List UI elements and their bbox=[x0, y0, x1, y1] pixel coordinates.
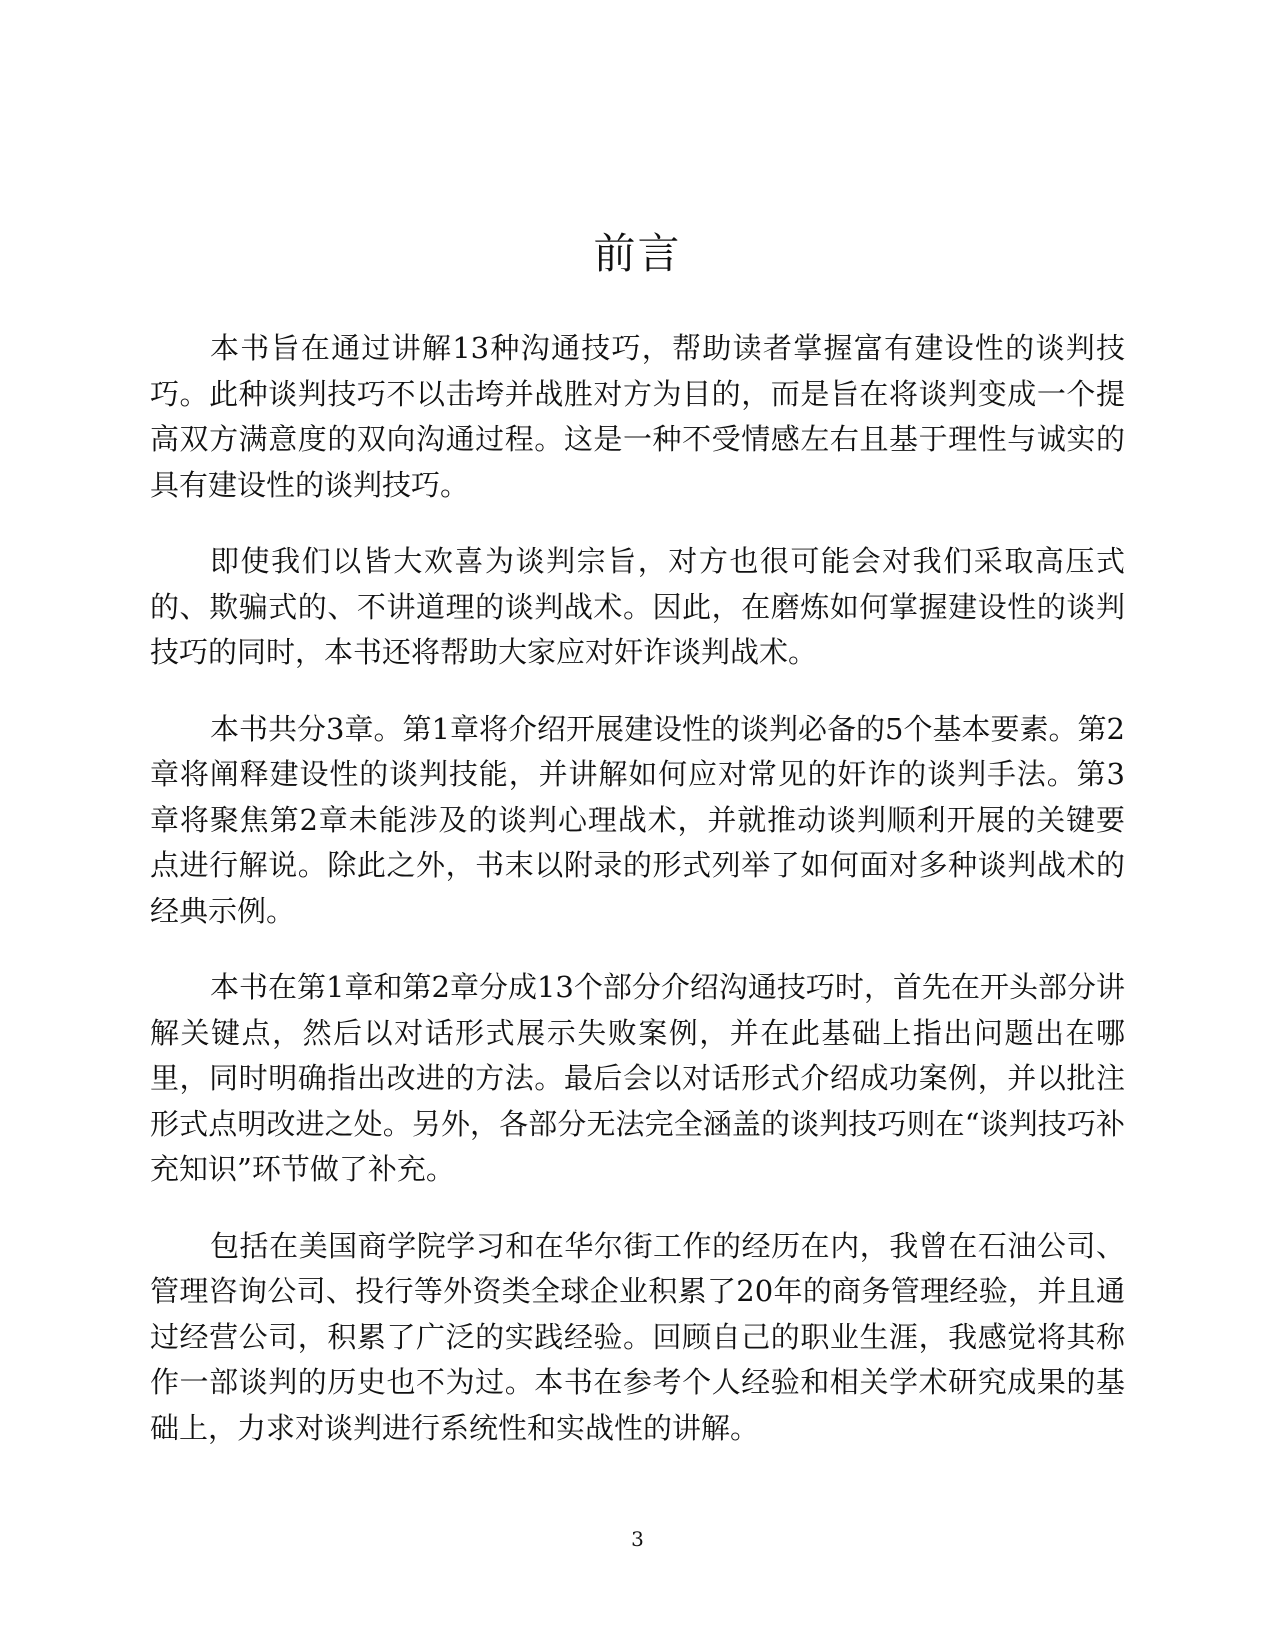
paragraph-1: 本书旨在通过讲解13种沟通技巧，帮助读者掌握富有建设性的谈判技巧。此种谈判技巧不以击垮并战胜对方为目的，而是旨在将谈判变成一个提高双方满意度的双向沟通过程。这是一种不受情感左右且基于理性与诚实的具有建设性的谈判技巧。 bbox=[150, 331, 1125, 502]
paragraph-4: 本书在第1章和第2章分成13个部分介绍沟通技巧时，首先在开头部分讲解关键点，然后以对话形式展示失败案例，并在此基础上指出问题出在哪里，同时明确指出改进的方法。最后会以对话形式介绍成功案例，并以批注形式点明改进之处。另外，各部分无法完全涵盖的谈判技巧则在“谈判技巧补充知识”环节做了补充。 bbox=[150, 970, 1125, 1186]
page-title: 前言 bbox=[593, 229, 682, 278]
page-number: 3 bbox=[631, 1527, 644, 1551]
paragraph-2: 即使我们以皆大欢喜为谈判宗旨，对方也很可能会对我们采取高压式的、欺骗式的、不讲道理的谈判战术。因此，在磨炼如何掌握建设性的谈判技巧的同时，本书还将帮助大家应对奸诈谈判战术。 bbox=[150, 544, 1125, 669]
paragraph-3: 本书共分3章。第1章将介绍开展建设性的谈判必备的5个基本要素。第2章将阐释建设性的谈判技能，并讲解如何应对常见的奸诈的谈判手法。第3章将聚焦第2章未能涉及的谈判心理战术，并就推动谈判顺利开展的关键要点进行解说。除此之外，书末以附录的形式列举了如何面对多种谈判战术的经典示例。 bbox=[150, 711, 1125, 928]
paragraph-5: 包括在美国商学院学习和在华尔街工作的经历在内，我曾在石油公司、管理咨询公司、投行等外资类全球企业积累了20年的商务管理经验，并且通过经营公司，积累了广泛的实践经验。回顾自己的职业生涯，我感觉将其称作一部谈判的历史也不为过。本书在参考个人经验和相关学术研究成果的基础上，力求对谈判进行系统性和实战性的讲解。 bbox=[150, 1228, 1125, 1445]
body-text bbox=[150, 326, 1125, 1482]
